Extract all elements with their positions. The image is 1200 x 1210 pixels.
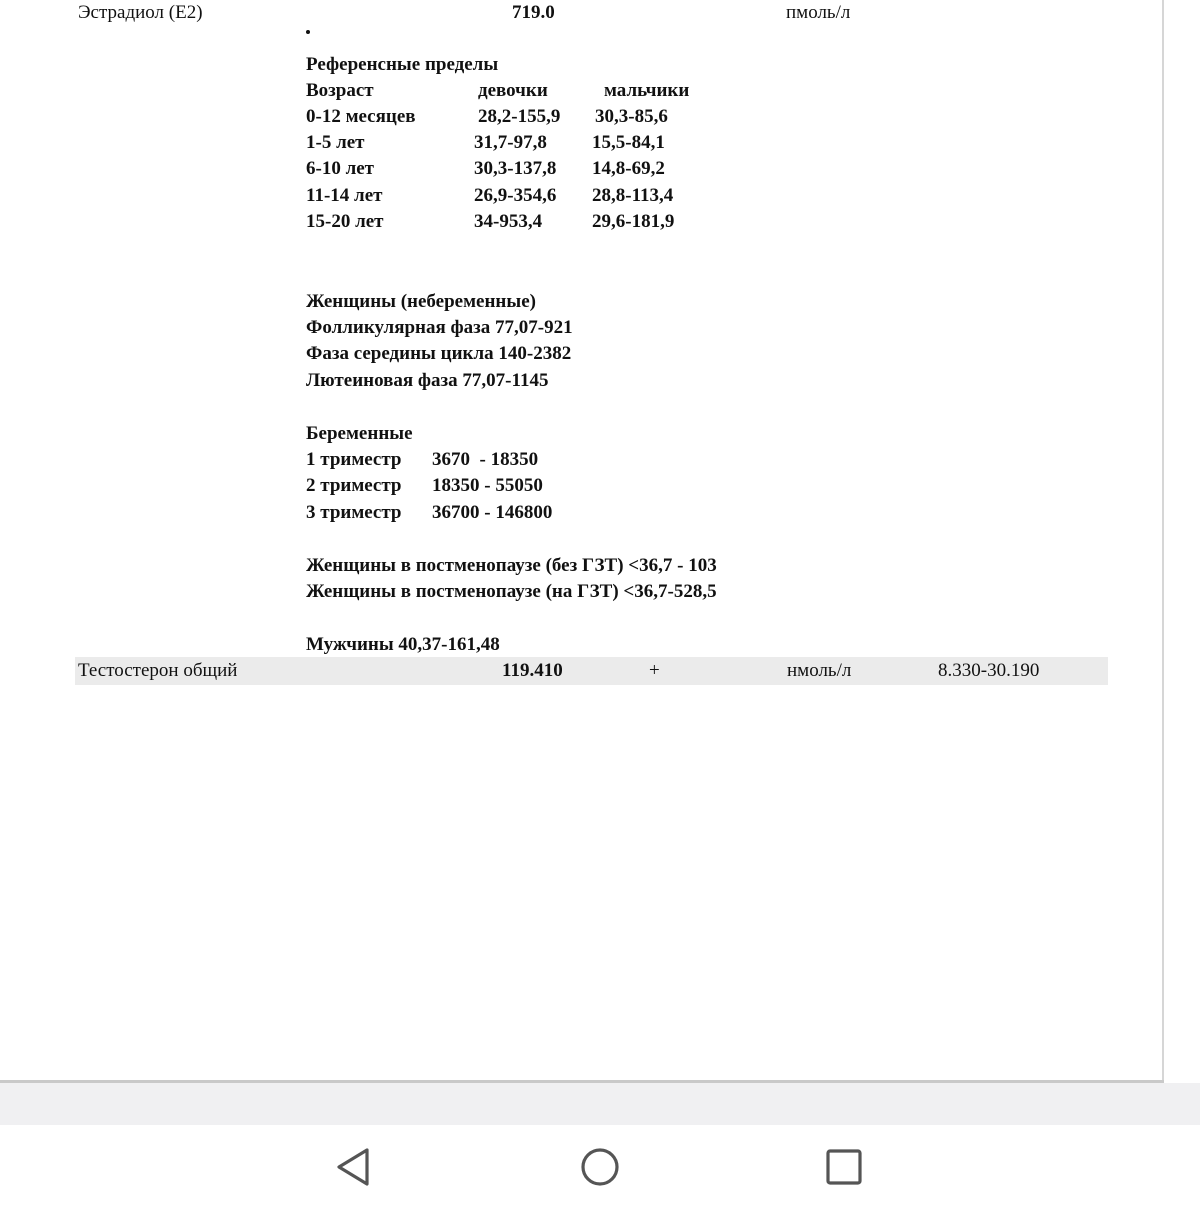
age-row — [306, 185, 726, 209]
age-header: Возраст — [306, 80, 374, 101]
women-line: Фолликулярная фаза 77,07-921 — [306, 317, 573, 338]
postmenopause-line: Женщины в постменопаузе (без ГЗТ) <36,7 - 103 — [306, 555, 717, 576]
age-range: 1-5 лет — [306, 132, 365, 153]
test-flag: + — [649, 660, 660, 681]
girls-header: девочки — [478, 80, 548, 101]
recent-apps-icon[interactable] — [822, 1145, 866, 1189]
boys-range: 30,3-85,6 — [595, 106, 668, 127]
boys-range: 28,8-113,4 — [592, 185, 674, 206]
test-name: Тестостерон общий — [78, 660, 238, 681]
girls-range: 26,9-354,6 — [474, 185, 557, 206]
women-line: Фаза середины цикла 140-2382 — [306, 343, 572, 364]
age-range: 15-20 лет — [306, 211, 384, 232]
trimester-range: 3670 - 18350 — [432, 449, 539, 470]
bullet-dot — [306, 30, 310, 34]
girls-range: 30,3-137,8 — [474, 158, 557, 179]
test-name: Эстрадиол (E2) — [78, 2, 203, 23]
women-line: Лютеиновая фаза 77,07-1145 — [306, 370, 549, 391]
pregnant-title: Беременные — [306, 423, 413, 444]
age-range: 6-10 лет — [306, 158, 375, 179]
girls-range: 34-953,4 — [474, 211, 543, 232]
women-title: Женщины (небеременные) — [306, 291, 536, 312]
age-range: 11-14 лет — [306, 185, 383, 206]
trimester-row — [306, 502, 606, 526]
boys-range: 14,8-69,2 — [592, 158, 665, 179]
test-value: 719.0 — [512, 2, 555, 23]
viewer-background — [0, 1083, 1200, 1125]
test-unit: пмоль/л — [786, 2, 851, 23]
age-row — [306, 132, 726, 156]
boys-range: 29,6-181,9 — [592, 211, 675, 232]
men-line: Мужчины 40,37-161,48 — [306, 634, 500, 655]
trimester-row — [306, 449, 606, 473]
test-reference-range: 8.330-30.190 — [938, 660, 1040, 681]
girls-range: 31,7-97,8 — [474, 132, 547, 153]
reference-header-row — [306, 80, 726, 104]
trimester-label: 3 триместр — [306, 502, 402, 523]
result-row-estradiol — [78, 2, 1108, 26]
trimester-label: 1 триместр — [306, 449, 402, 470]
boys-range: 15,5-84,1 — [592, 132, 665, 153]
trimester-label: 2 триместр — [306, 475, 402, 496]
navigation-bar — [0, 1125, 1200, 1210]
age-row — [306, 211, 726, 235]
test-unit: нмоль/л — [787, 660, 852, 681]
back-icon[interactable] — [332, 1145, 376, 1189]
trimester-range: 36700 - 146800 — [432, 502, 553, 523]
age-range: 0-12 месяцев — [306, 106, 416, 127]
home-icon[interactable] — [578, 1145, 622, 1189]
boys-header: мальчики — [604, 80, 690, 101]
test-value: 119.410 — [502, 660, 563, 681]
girls-range: 28,2-155,9 — [478, 106, 561, 127]
trimester-range: 18350 - 55050 — [432, 475, 543, 496]
reference-title: Референсные пределы — [306, 54, 499, 75]
postmenopause-line: Женщины в постменопаузе (на ГЗТ) <36,7-528,5 — [306, 581, 717, 602]
age-row — [306, 158, 726, 182]
result-row-testosterone — [75, 657, 1108, 685]
trimester-row — [306, 475, 606, 499]
age-row — [306, 106, 726, 130]
